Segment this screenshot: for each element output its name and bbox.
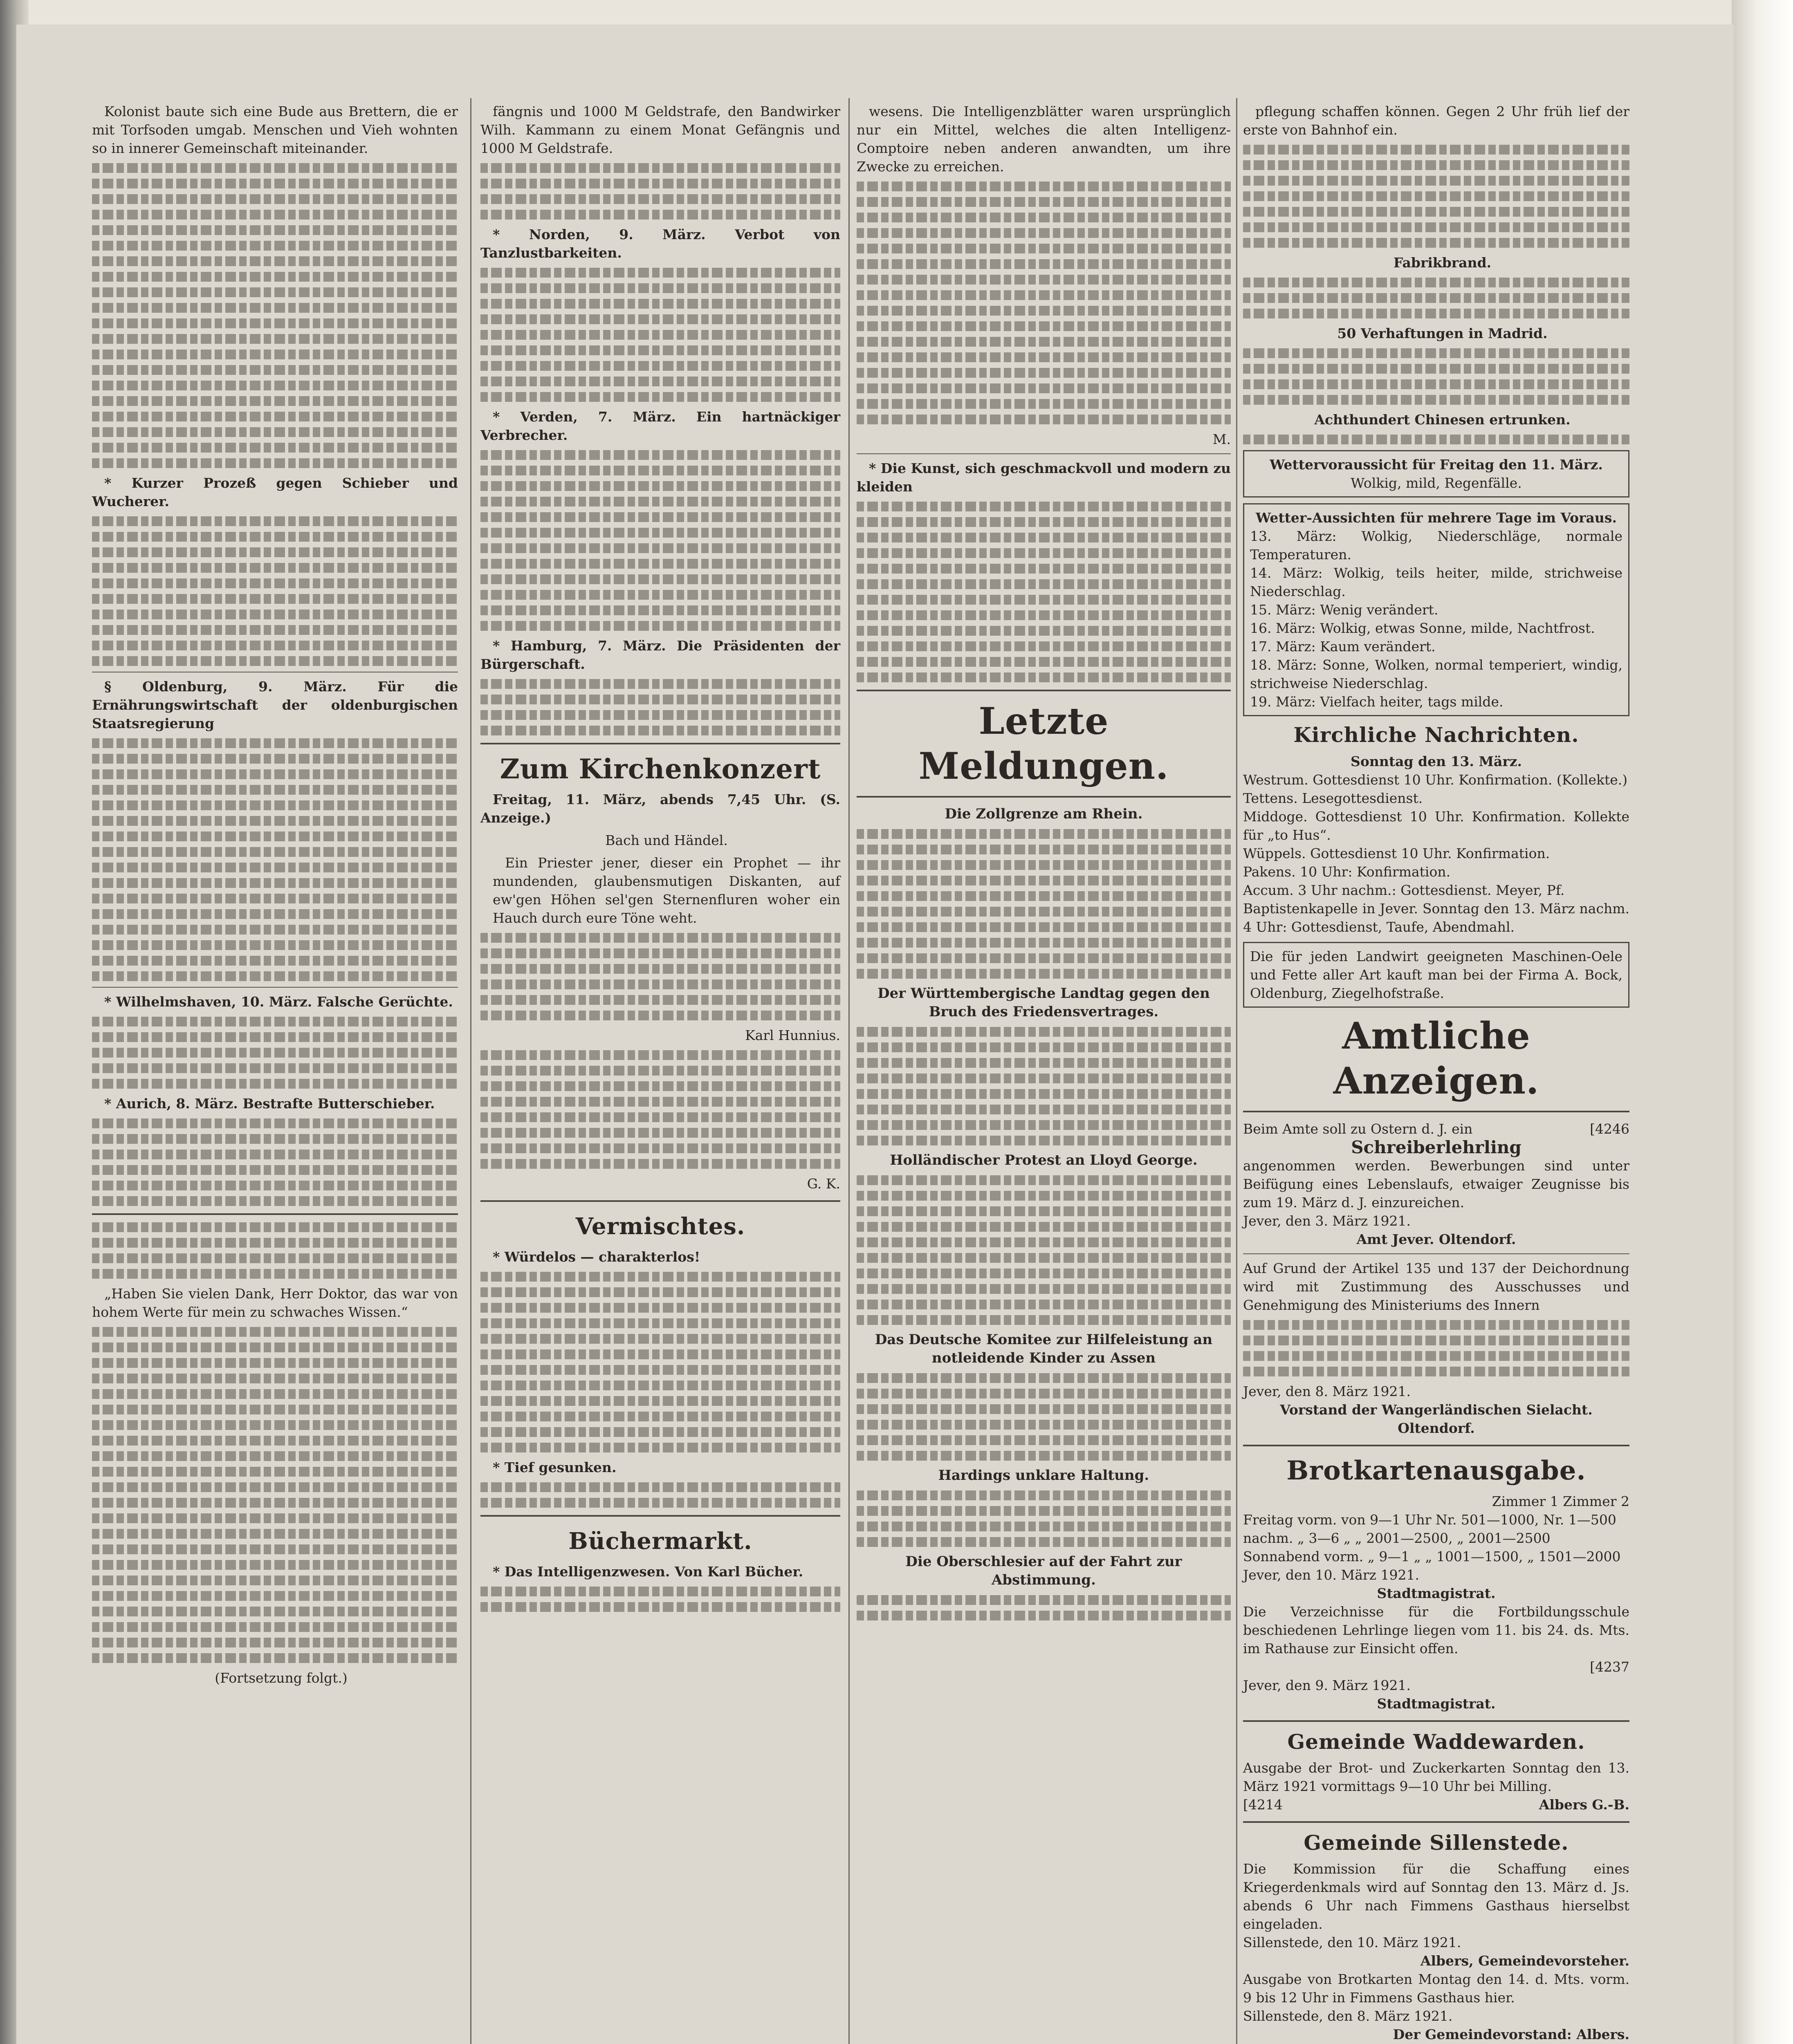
- news-subheading: Holländischer Protest an Lloyd George.: [890, 1152, 1198, 1168]
- notice-signature: Albers, Gemeindevorsteher.: [1420, 1953, 1629, 1969]
- article-heading: * Tief gesunken.: [493, 1459, 617, 1475]
- column-2: [480, 102, 840, 1618]
- news-subheading: Die Zollgrenze am Rhein.: [945, 806, 1143, 822]
- church-line: Middoge. Gottesdienst 10 Uhr. Konfirmation. Kollekte für „to Hus“.: [1243, 809, 1629, 843]
- bread-card-header: Zimmer 1 Zimmer 2: [1492, 1493, 1629, 1509]
- weather-line: 18. März: Sonne, Wolken, normal temperiert, windig, strichweise Niederschlag.: [1250, 657, 1622, 691]
- notice-date: Jever, den 3. März 1921.: [1243, 1213, 1411, 1229]
- notice-number: [4237: [1590, 1659, 1629, 1675]
- weather-box: [1243, 450, 1629, 498]
- notice-text: Die Kommission für die Schaffung eines Kriegerdenkmals wird auf Sonntag den 13. März d. Js. abends 6 Uhr nach Fimmens Gasthaus hierselbst eingeladen.: [1243, 1861, 1629, 1932]
- article-heading: * Verden, 7. März. Ein hartnäckiger Verbrecher.: [480, 409, 840, 443]
- notice-date: Sillenstede, den 8. März 1921.: [1243, 2008, 1453, 2024]
- weather-line: 17. März: Kaum verändert.: [1250, 639, 1436, 654]
- church-line: Accum. 3 Uhr nachm.: Gottesdienst. Meyer, Pf.: [1243, 882, 1565, 898]
- article-heading: * Norden, 9. März. Verbot von Tanzlustbarkeiten.: [480, 226, 840, 261]
- page-edge: [1732, 0, 1793, 2044]
- weather-text: Wolkig, mild, Regenfälle.: [1351, 475, 1522, 491]
- municipality-title: Gemeinde Waddewarden.: [1287, 1730, 1585, 1754]
- apprentice-title: Schreiberlehrling: [1351, 1137, 1521, 1157]
- column-rule: [470, 98, 471, 2044]
- concert-subtitle: Bach und Händel.: [605, 832, 728, 848]
- church-news-title: Kirchliche Nachrichten.: [1293, 723, 1579, 747]
- concert-poem: Ein Priester jener, dieser ein Prophet — ihr mundenden, glaubensmutigen Diskanten, auf ew'gen Höhen sel'gen Sternenfluren woher ein Hauch durch eure Töne weht.: [493, 855, 840, 926]
- weather-title: Wettervoraussicht für Freitag den 11. März.: [1270, 457, 1603, 473]
- poem-author: Karl Hunnius.: [745, 1027, 840, 1043]
- news-subheading: Fabrikbrand.: [1393, 255, 1492, 271]
- notice-signature: Amt Jever. Oltendorf.: [1356, 1231, 1516, 1247]
- article-heading: * Würdelos — charakterlos!: [493, 1249, 700, 1265]
- notice-signature: Der Gemeindevorstand: Albers.: [1393, 2026, 1629, 2042]
- article-paragraph: fängnis und 1000 M Geldstrafe, den Bandwirker Wilh. Kammann zu einem Monat Gefängnis und 1000 M Geldstrafe.: [480, 103, 840, 156]
- notice-text: Ausgabe der Brot- und Zuckerkarten Sonntag den 13. März 1921 vormittags 9—10 Uhr bei Milling.: [1243, 1760, 1629, 1794]
- bread-card-line: Sonnabend vorm. „ 9—1 „ „ 1001—1500, „ 1501—2000: [1243, 1549, 1621, 1564]
- weather-line: 16. März: Wolkig, etwas Sonne, milde, Nachtfrost.: [1250, 620, 1595, 636]
- column-1: [92, 102, 458, 1691]
- article-heading: * Hamburg, 7. März. Die Präsidenten der Bürgerschaft.: [480, 638, 840, 672]
- notice-signature: Stadtmagistrat.: [1377, 1585, 1496, 1601]
- notice-text: angenommen werden. Bewerbungen sind unter Beifügung eines Lebenslaufs, etwaiger Zeugnisse bis zum 19. März d. J. einzureichen.: [1243, 1158, 1629, 1210]
- article-heading: * Kurzer Prozeß gegen Schieber und Wucherer.: [92, 475, 458, 509]
- news-subheading: Achthundert Chinesen ertrunken.: [1314, 412, 1571, 428]
- notice-date: Jever, den 8. März 1921.: [1243, 1383, 1411, 1399]
- column-3: [857, 102, 1231, 1626]
- weather-forecast-title: Wetter-Aussichten für mehrere Tage im Voraus.: [1256, 510, 1617, 526]
- article-paragraph: „Haben Sie vielen Dank, Herr Doktor, das war von hohem Werte für mein zu schwaches Wissen.“: [92, 1286, 458, 1320]
- notice-line: Beim Amte soll zu Ostern d. J. ein: [1243, 1121, 1473, 1137]
- news-subheading: Der Württembergische Landtag gegen den Bruch des Friedensvertrages.: [877, 985, 1210, 1020]
- concert-date: Freitag, 11. März, abends 7,45 Uhr. (S. Anzeige.): [480, 791, 840, 826]
- article-paragraph: pflegung schaffen können. Gegen 2 Uhr früh lief der erste von Bahnhof ein.: [1243, 103, 1629, 138]
- weather-line: 14. März: Wolkig, teils heiter, milde, strichweise Niederschlag.: [1250, 565, 1622, 599]
- article-heading: * Wilhelmshaven, 10. März. Falsche Gerüchte.: [104, 994, 453, 1010]
- concert-title: Zum Kirchenkonzert: [500, 753, 821, 785]
- continuation-note: (Fortsetzung folgt.): [215, 1670, 348, 1686]
- weather-line: 15. März: Wenig verändert.: [1250, 602, 1438, 618]
- church-line: Westrum. Gottesdienst 10 Uhr. Konfirmation. (Kollekte.): [1243, 772, 1628, 788]
- column-4: [1243, 102, 1629, 2044]
- church-line: Wüppels. Gottesdienst 10 Uhr. Konfirmation.: [1243, 845, 1550, 861]
- bread-card-line: Freitag vorm. von 9—1 Uhr Nr. 501—1000, Nr. 1—500: [1243, 1512, 1616, 1528]
- machine-oil-ad: Die für jeden Landwirt geeigneten Maschinen-Oele und Fette aller Art kauft man bei der Firma A. Bock, Oldenburg, Ziegelhofstraße.: [1243, 942, 1629, 1008]
- notice-date: Jever, den 9. März 1921.: [1243, 1677, 1411, 1693]
- news-subheading: Das Deutsche Komitee zur Hilfeleistung an notleidende Kinder zu Assen: [875, 1331, 1213, 1366]
- notice-signature: Albers G.-B.: [1539, 1797, 1629, 1813]
- notice-number: [4214: [1243, 1797, 1283, 1813]
- notice-date: Jever, den 10. März 1921.: [1243, 1567, 1420, 1583]
- article-heading: * Das Intelligenzwesen. Von Karl Bücher.: [493, 1564, 803, 1580]
- news-subheading: 50 Verhaftungen in Madrid.: [1337, 325, 1548, 341]
- article-initials: G. K.: [807, 1176, 840, 1192]
- article-heading: * Aurich, 8. März. Bestrafte Butterschieber.: [104, 1096, 435, 1112]
- bread-card-line: nachm. „ 3—6 „ „ 2001—2500, „ 2001—2500: [1243, 1530, 1551, 1546]
- church-news-date: Sonntag den 13. März.: [1351, 753, 1522, 769]
- news-subheading: Hardings unklare Haltung.: [938, 1467, 1149, 1484]
- news-subheading: Die Oberschlesier auf der Fahrt zur Abstimmung.: [905, 1553, 1182, 1588]
- section-title: Vermischtes.: [575, 1213, 745, 1240]
- section-title: Büchermarkt.: [568, 1528, 752, 1555]
- municipality-title: Gemeinde Sillenstede.: [1304, 1831, 1569, 1855]
- church-line: Tettens. Lesegottesdienst.: [1243, 790, 1423, 806]
- column-rule: [848, 98, 850, 2044]
- notice-text: Ausgabe von Brotkarten Montag den 14. d. Mts. vorm. 9 bis 12 Uhr in Fimmens Gasthaus hier.: [1243, 1971, 1629, 2006]
- weather-forecast-box: [1243, 503, 1629, 716]
- article-paragraph: Kolonist baute sich eine Bude aus Brettern, die er mit Torfsoden umgab. Menschen und Vieh wohnten so in innerer Gemeinschaft miteinander.: [92, 103, 458, 156]
- notice-signature: Vorstand der Wangerländischen Sielacht. Oltendorf.: [1280, 1402, 1593, 1436]
- notice-text: Die Verzeichnisse für die Fortbildungsschule beschiedenen Lehrlinge liegen vom 11. bis 24. ds. Mts. im Rathause zur Einsicht offen.: [1243, 1604, 1629, 1656]
- notice-text: Auf Grund der Artikel 135 und 137 der Deichordnung wird mit Zustimmung des Ausschusses und Genehmigung des Ministeriums des Innern: [1243, 1260, 1629, 1313]
- article-heading: § Oldenburg, 9. März. Für die Ernährungswirtschaft der oldenburgischen Staatsregierung: [92, 679, 458, 731]
- column-rule: [1236, 98, 1237, 2044]
- church-line: Pakens. 10 Uhr: Konfirmation.: [1243, 864, 1451, 880]
- official-notices-title: Amtliche Anzeigen.: [1333, 1014, 1539, 1103]
- article-paragraph: wesens. Die Intelligenzblätter waren ursprünglich nur ein Mittel, welches die alten Intelligenz-Comptoire neben anderen anwandten, um ihre Zwecke zu erreichen.: [857, 103, 1231, 175]
- notice-date: Sillenstede, den 10. März 1921.: [1243, 1934, 1461, 1950]
- article-signature: M.: [1212, 431, 1231, 447]
- weather-line: 19. März: Vielfach heiter, tags milde.: [1250, 694, 1504, 710]
- bread-card-title: Brotkartenausgabe.: [1286, 1455, 1586, 1486]
- latest-news-title: Letzte Meldungen.: [918, 699, 1169, 788]
- article-heading: * Die Kunst, sich geschmackvoll und modern zu kleiden: [857, 460, 1231, 495]
- church-line: Baptistenkapelle in Jever. Sonntag den 13. März nachm. 4 Uhr: Gottesdienst, Taufe, Abendmahl.: [1243, 901, 1629, 935]
- notice-number: [4246: [1590, 1121, 1629, 1137]
- weather-line: 13. März: Wolkig, Niederschläge, normale Temperaturen.: [1250, 528, 1622, 563]
- notice-signature: Stadtmagistrat.: [1377, 1696, 1496, 1712]
